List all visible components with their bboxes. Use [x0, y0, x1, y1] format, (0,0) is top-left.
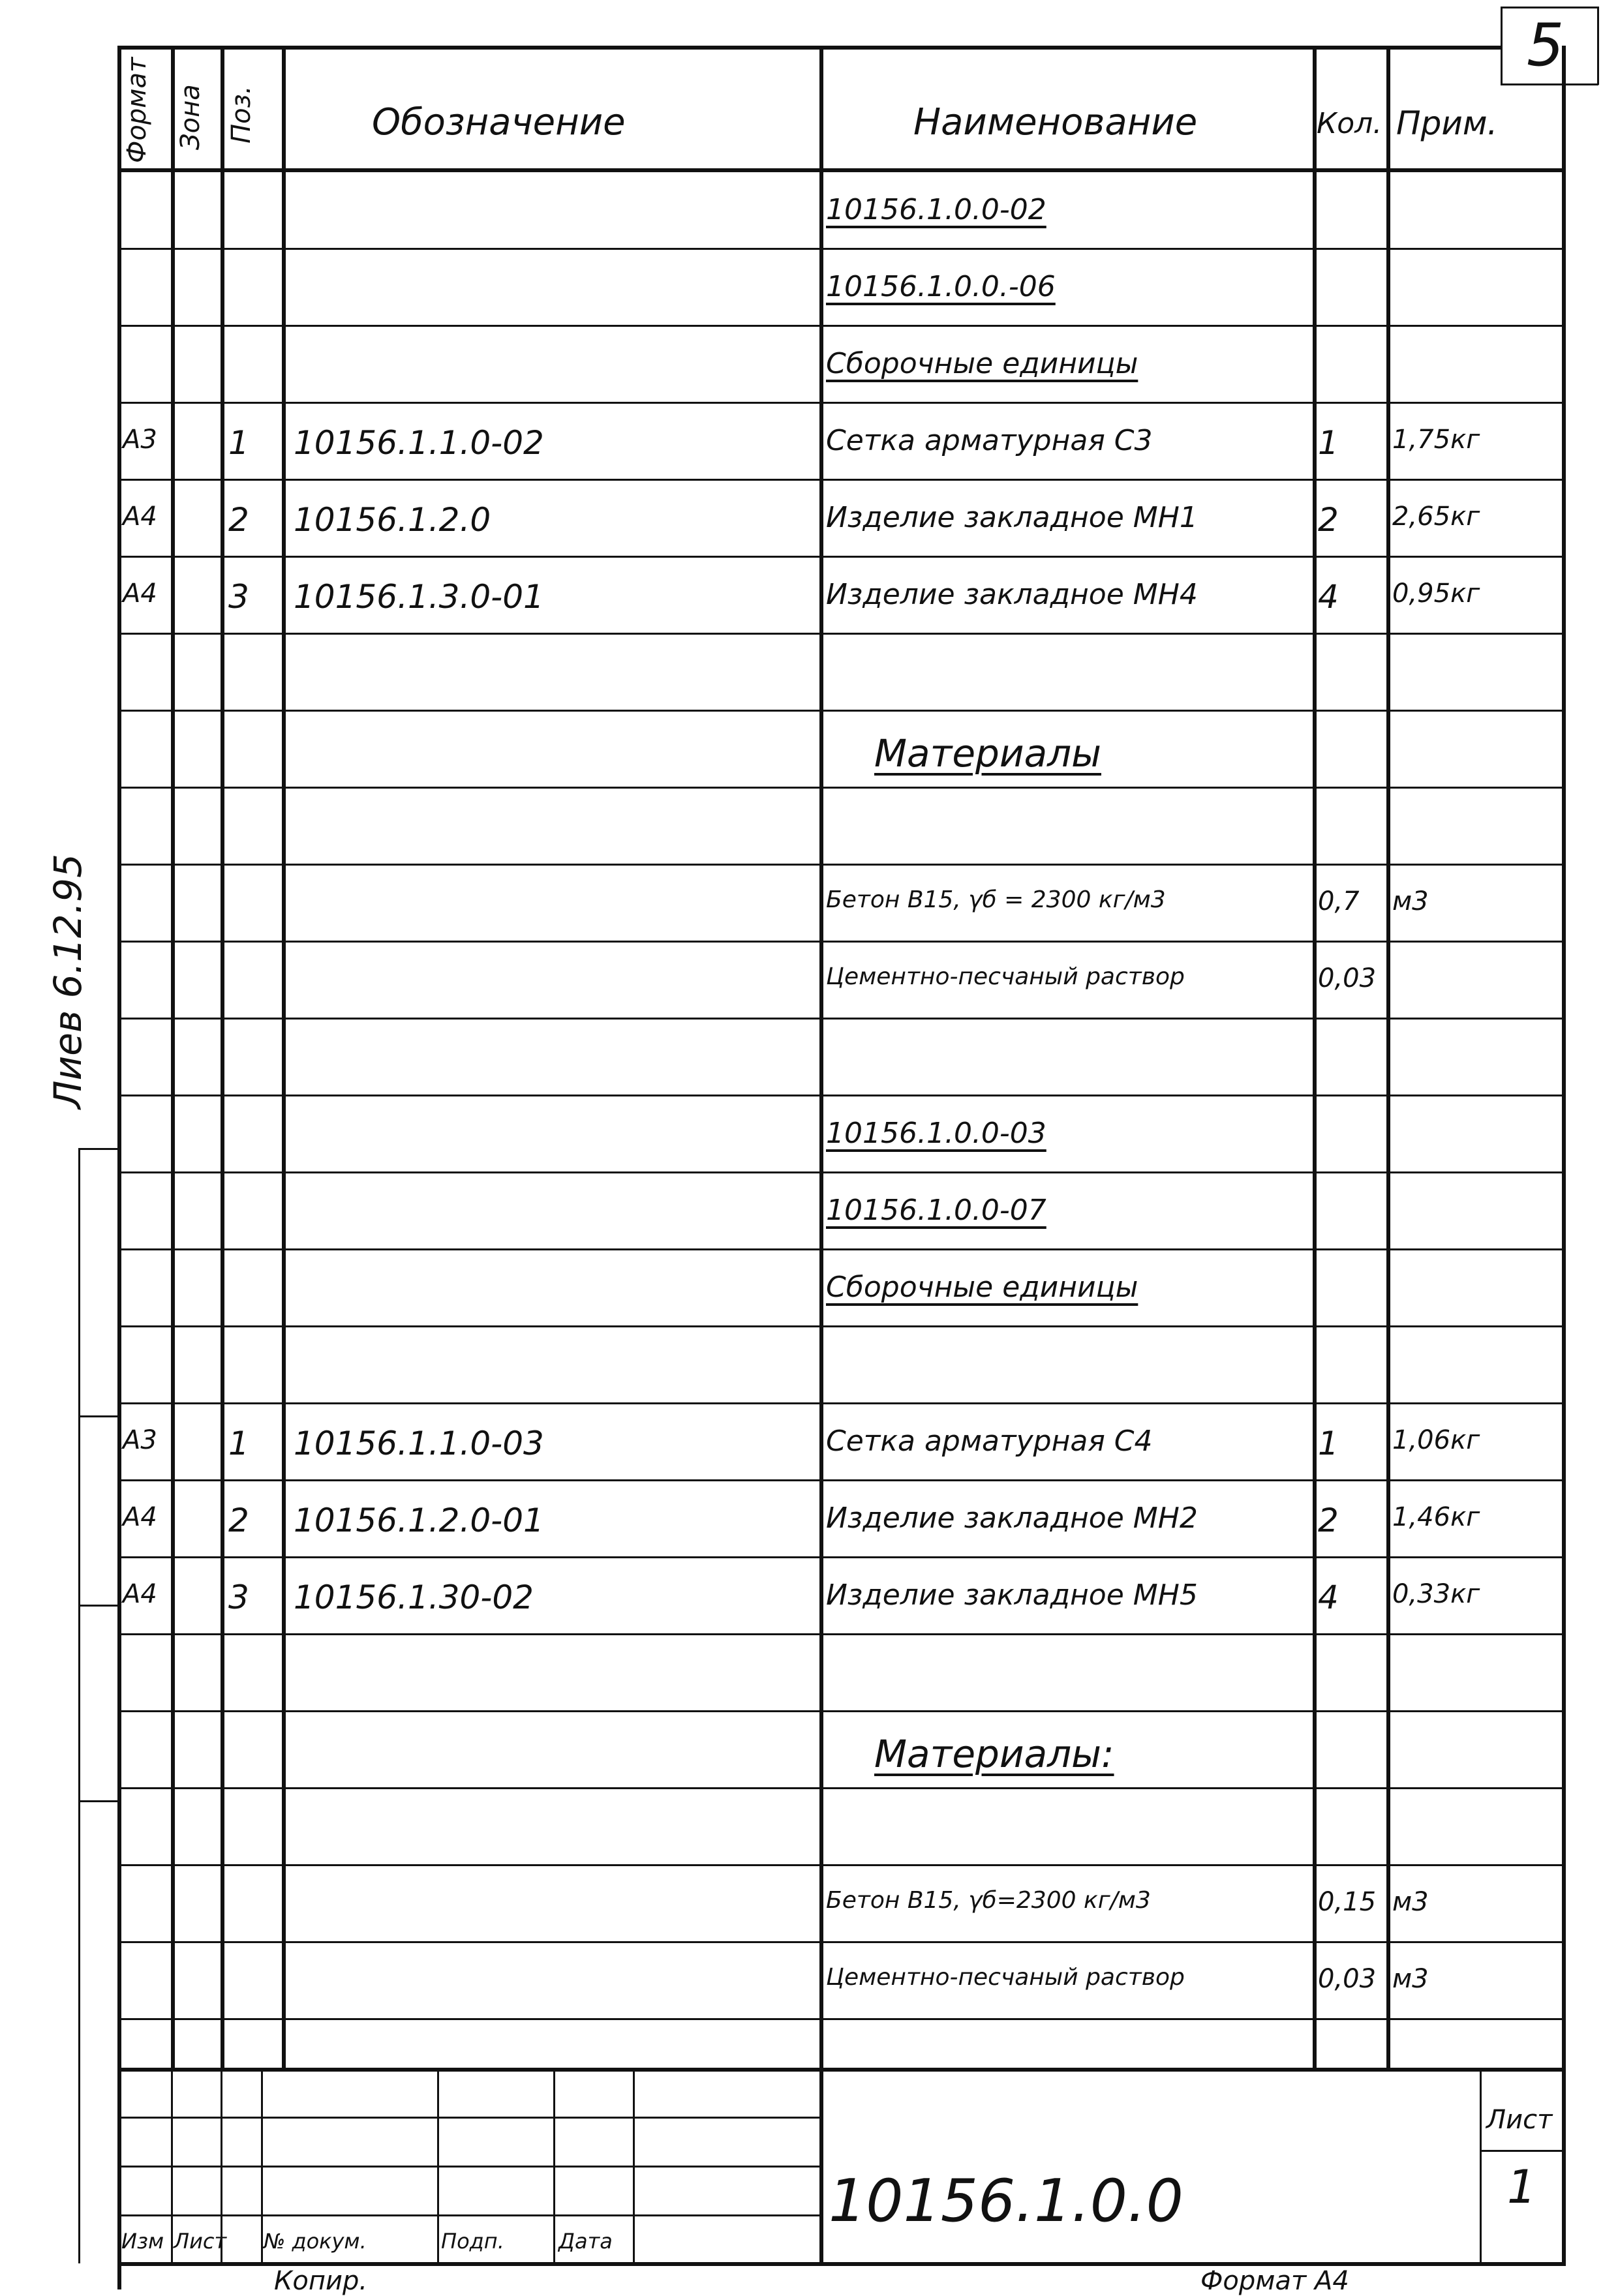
row-designation: 10156.1.2.0 — [294, 501, 491, 539]
row-name: Сборочные единицы — [826, 347, 1138, 380]
row-line — [117, 941, 1563, 943]
row-qty: 0,03 — [1318, 1964, 1377, 1994]
row-name: 10156.1.0.0-07 — [826, 1194, 1046, 1227]
row-line — [117, 1018, 1563, 1020]
tb-designation: 10156.1.0.0 — [829, 2167, 1183, 2235]
header-name: Наименование — [913, 101, 1198, 144]
row-note: м3 — [1392, 886, 1429, 916]
side-signature: Лиев 6.12.95 — [46, 854, 90, 1109]
row-format: А3 — [123, 425, 157, 455]
sheet-number: 5 — [1527, 11, 1565, 80]
row-line — [117, 787, 1563, 789]
margin-strip-right — [78, 1148, 80, 2263]
frame-right — [1562, 46, 1566, 2263]
tb-sign: Подп. — [441, 2229, 504, 2254]
row-format: А4 — [123, 502, 157, 532]
row-name: Цементно-песчаный раствор — [826, 963, 1185, 990]
row-pos: 2 — [228, 501, 249, 539]
margin-strip-mid1 — [78, 1415, 119, 1417]
row-name: Изделие закладное МН4 — [826, 578, 1198, 611]
row-pos: 1 — [228, 1425, 249, 1462]
sheet-no-box-left — [1501, 7, 1503, 85]
col-note-left — [1386, 46, 1390, 2068]
row-note: м3 — [1392, 1964, 1429, 1994]
tb-col-6 — [633, 2068, 635, 2263]
row-line — [117, 1633, 1563, 1635]
row-name: Материалы — [874, 731, 1101, 776]
row-pos: 3 — [228, 1578, 249, 1616]
row-line — [117, 1787, 1563, 1789]
sheet-no-box-bottom — [1501, 83, 1598, 85]
row-designation: 10156.1.1.0-03 — [294, 1425, 544, 1462]
col-name-left — [819, 46, 823, 2263]
row-qty: 1 — [1318, 424, 1339, 462]
header-note: Прим. — [1396, 104, 1498, 142]
margin-strip-mid2 — [78, 1605, 119, 1607]
tb-col-4 — [437, 2068, 439, 2263]
row-line — [117, 479, 1563, 481]
row-line — [117, 1864, 1563, 1866]
row-note: 1,75кг — [1392, 425, 1480, 455]
row-name: Цементно-песчаный раствор — [826, 1964, 1185, 1991]
header-pos: Поз. — [226, 85, 256, 144]
tb-izm: Изм — [121, 2229, 164, 2254]
row-line — [117, 1710, 1563, 1712]
header-designation: Обозначение — [372, 101, 626, 144]
row-qty: 4 — [1318, 1578, 1339, 1616]
row-line — [117, 1402, 1563, 1404]
row-line — [117, 556, 1563, 558]
row-name: Бетон В15, γб=2300 кг/м3 — [826, 1887, 1151, 1914]
row-name: Изделие закладное МН1 — [826, 501, 1198, 534]
row-qty: 1 — [1318, 1425, 1339, 1462]
row-note: 1,46кг — [1392, 1502, 1480, 1532]
row-name: Сетка арматурная С3 — [826, 424, 1153, 457]
row-line — [117, 710, 1563, 712]
row-line — [117, 1171, 1563, 1173]
margin-strip-mid3 — [78, 1800, 119, 1802]
row-note: 2,65кг — [1392, 502, 1480, 532]
row-pos: 2 — [228, 1502, 249, 1539]
bottom-left-note: Копир. — [274, 2266, 368, 2296]
tb-line-1 — [117, 2117, 819, 2119]
row-format: А3 — [123, 1425, 157, 1455]
row-note: 0,95кг — [1392, 579, 1480, 609]
row-name: Сборочные единицы — [826, 1271, 1138, 1304]
col-zone-left — [171, 46, 175, 2068]
row-name: Изделие закладное МН2 — [826, 1502, 1198, 1535]
col-qty-left — [1313, 46, 1317, 2068]
row-line — [117, 2018, 1563, 2020]
row-designation: 10156.1.30-02 — [294, 1578, 534, 1616]
sheet-no-box-right — [1597, 7, 1599, 85]
tb-date: Дата — [558, 2229, 613, 2254]
col-designation-left — [282, 46, 286, 2068]
row-line — [117, 1325, 1563, 1327]
tb-line-2 — [117, 2166, 819, 2168]
row-designation: 10156.1.1.0-02 — [294, 424, 544, 462]
row-line — [117, 1095, 1563, 1096]
tb-col-1 — [171, 2068, 173, 2263]
tb-sheet-value: 1 — [1507, 2160, 1536, 2214]
row-format: А4 — [123, 1579, 157, 1609]
row-line — [117, 1479, 1563, 1481]
tb-col-5 — [553, 2068, 555, 2263]
row-designation: 10156.1.2.0-01 — [294, 1502, 544, 1539]
margin-strip-top — [78, 1148, 119, 1150]
col-pos-left — [221, 46, 224, 2068]
sheet-no-box-top — [1501, 7, 1598, 8]
tb-sheet-col — [1480, 2068, 1482, 2263]
row-pos: 1 — [228, 424, 249, 462]
row-line — [117, 402, 1563, 404]
row-line — [117, 248, 1563, 250]
tb-col-3 — [261, 2068, 263, 2263]
row-format: А4 — [123, 1502, 157, 1532]
row-note: 1,06кг — [1392, 1425, 1480, 1455]
row-qty: 4 — [1318, 578, 1339, 616]
row-name: Сетка арматурная С4 — [826, 1425, 1153, 1458]
row-qty: 0,7 — [1318, 886, 1360, 916]
title-block-top — [117, 2068, 1566, 2072]
row-line — [117, 1248, 1563, 1250]
bottom-format-note: Формат А4 — [1200, 2266, 1349, 2296]
row-qty: 2 — [1318, 1502, 1339, 1539]
row-designation: 10156.1.3.0-01 — [294, 578, 544, 616]
header-format: Формат — [122, 57, 152, 163]
row-format: А4 — [123, 579, 157, 609]
row-line — [117, 864, 1563, 866]
tb-sheet-label: Лист — [1486, 2105, 1553, 2135]
tb-sheet-divider — [1480, 2150, 1565, 2152]
row-name: 10156.1.0.0-03 — [826, 1117, 1046, 1150]
header-qty: Кол. — [1317, 107, 1382, 140]
row-name: 10156.1.0.0.-06 — [826, 270, 1056, 303]
row-line — [117, 1941, 1563, 1943]
row-name: Материалы: — [874, 1732, 1114, 1776]
row-note: м3 — [1392, 1887, 1429, 1917]
row-name: Изделие закладное МН5 — [826, 1578, 1198, 1612]
tb-doc: № докум. — [264, 2229, 367, 2254]
row-note: 0,33кг — [1392, 1579, 1480, 1609]
row-name: 10156.1.0.0-02 — [826, 193, 1046, 226]
row-line — [117, 633, 1563, 635]
row-line — [117, 325, 1563, 327]
tb-line-3 — [117, 2214, 819, 2216]
row-pos: 3 — [228, 578, 249, 616]
header-zone: Зона — [176, 84, 206, 150]
row-line — [117, 1556, 1563, 1558]
row-qty: 0,15 — [1318, 1887, 1377, 1917]
row-name: Бетон В15, γб = 2300 кг/м3 — [826, 886, 1166, 913]
row-qty: 0,03 — [1318, 963, 1377, 993]
frame-top — [117, 46, 1501, 50]
tb-list: Лист — [174, 2229, 227, 2254]
row-qty: 2 — [1318, 501, 1339, 539]
header-bottom — [117, 168, 1566, 172]
frame-left — [117, 46, 121, 2289]
